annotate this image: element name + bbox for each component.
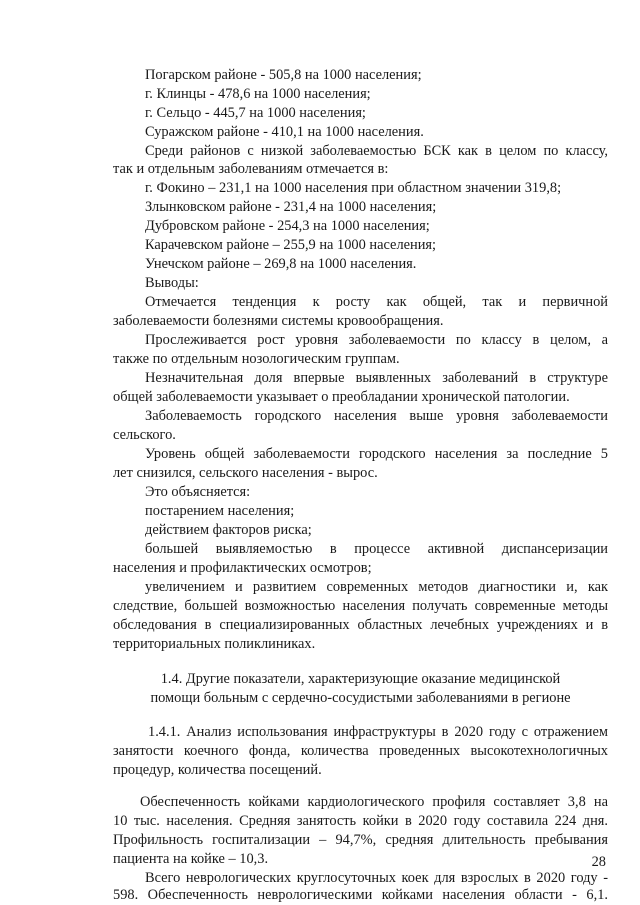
text-line: населения и профилактических осмотров;	[113, 560, 372, 576]
text-line: действием факторов риска;	[145, 522, 312, 538]
text-line: Погарском районе - 505,8 на 1000 населения;	[145, 67, 422, 83]
text-line: постарением населения;	[145, 503, 295, 519]
text-line: Злынковском районе - 231,4 на 1000 населения;	[145, 199, 437, 215]
text-line: 598. Обеспеченность неврологическими койками населения области - 6,1.	[113, 887, 608, 903]
text-line: территориальных поликлиниках.	[113, 636, 316, 652]
text-line: сельского.	[113, 427, 176, 443]
text-line: Выводы:	[145, 275, 199, 291]
text-line: лет снизился, сельского населения - вырос.	[113, 465, 378, 481]
text-line: увеличением и развитием современных методов диагностики и, как	[145, 579, 608, 595]
section-heading: помощи больным с сердечно-сосудистыми заболеваниями в регионе	[150, 690, 571, 706]
text-line: большей выявляемостью в процессе активной диспансеризации	[145, 541, 608, 557]
text-line: Отмечается тенденция к росту как общей, так и первичной	[145, 294, 608, 310]
text-line: занятости коечного фонда, количества проведенных высокотехнологичных	[113, 743, 608, 759]
text-line: Суражском районе - 410,1 на 1000 населения.	[145, 124, 424, 140]
text-line: пациента на койке – 10,3.	[113, 851, 269, 867]
text-line: г. Сельцо - 445,7 на 1000 населения;	[145, 105, 366, 121]
text-line: процедур, количества посещений.	[113, 762, 322, 778]
text-line: следствие, большей возможностью населения получать современные методы	[113, 598, 608, 614]
text-line: так и отдельным заболеваниям отмечается в:	[113, 161, 389, 177]
text-line: Среди районов с низкой заболеваемостью БСК как в целом по классу,	[145, 143, 608, 159]
text-line: Профильность госпитализации – 94,7%, средняя длительность пребывания	[113, 832, 608, 848]
text-line: общей заболеваемости указывает о преобладании хронической патологии.	[113, 389, 570, 405]
text-line: также по отдельным нозологическим группам.	[113, 351, 400, 367]
text-line: 10 тыс. населения. Средняя занятость койки в 2020 году составила 224 дня.	[113, 813, 608, 829]
text-line: Уровень общей заболеваемости городского населения за последние 5	[145, 446, 608, 462]
text-line: Прослеживается рост уровня заболеваемости по классу в целом, а	[145, 332, 608, 348]
text-line: Это объясняется:	[145, 484, 251, 500]
page-number: 28	[591, 854, 606, 870]
text-line: Карачевском районе – 255,9 на 1000 населения;	[145, 237, 437, 253]
text-line: заболеваемости болезнями системы кровообращения.	[113, 313, 444, 329]
text-line: Обеспеченность койками кардиологического профиля составляет 3,8 на	[140, 794, 608, 810]
text-line: 1.4.1. Анализ использования инфраструктуры в 2020 году с отражением	[148, 724, 608, 740]
text-line: г. Клинцы - 478,6 на 1000 населения;	[145, 86, 371, 102]
text-line: Дубровском районе - 254,3 на 1000 населения;	[145, 218, 430, 234]
text-line: Унечском районе – 269,8 на 1000 населения.	[145, 256, 417, 272]
text-line: Заболеваемость городского населения выше уровня заболеваемости	[145, 408, 608, 424]
text-line: Незначительная доля впервые выявленных заболеваний в структуре	[145, 370, 608, 386]
section-heading: 1.4. Другие показатели, характеризующие оказание медицинской	[160, 671, 561, 687]
text-line: г. Фокино – 231,1 на 1000 населения при областном значении 319,8;	[145, 180, 562, 196]
text-line: Всего неврологических круглосуточных коек для взрослых в 2020 году -	[145, 870, 608, 886]
text-line: обследования в специализированных областных лечебных учреждениях и в	[113, 617, 608, 633]
